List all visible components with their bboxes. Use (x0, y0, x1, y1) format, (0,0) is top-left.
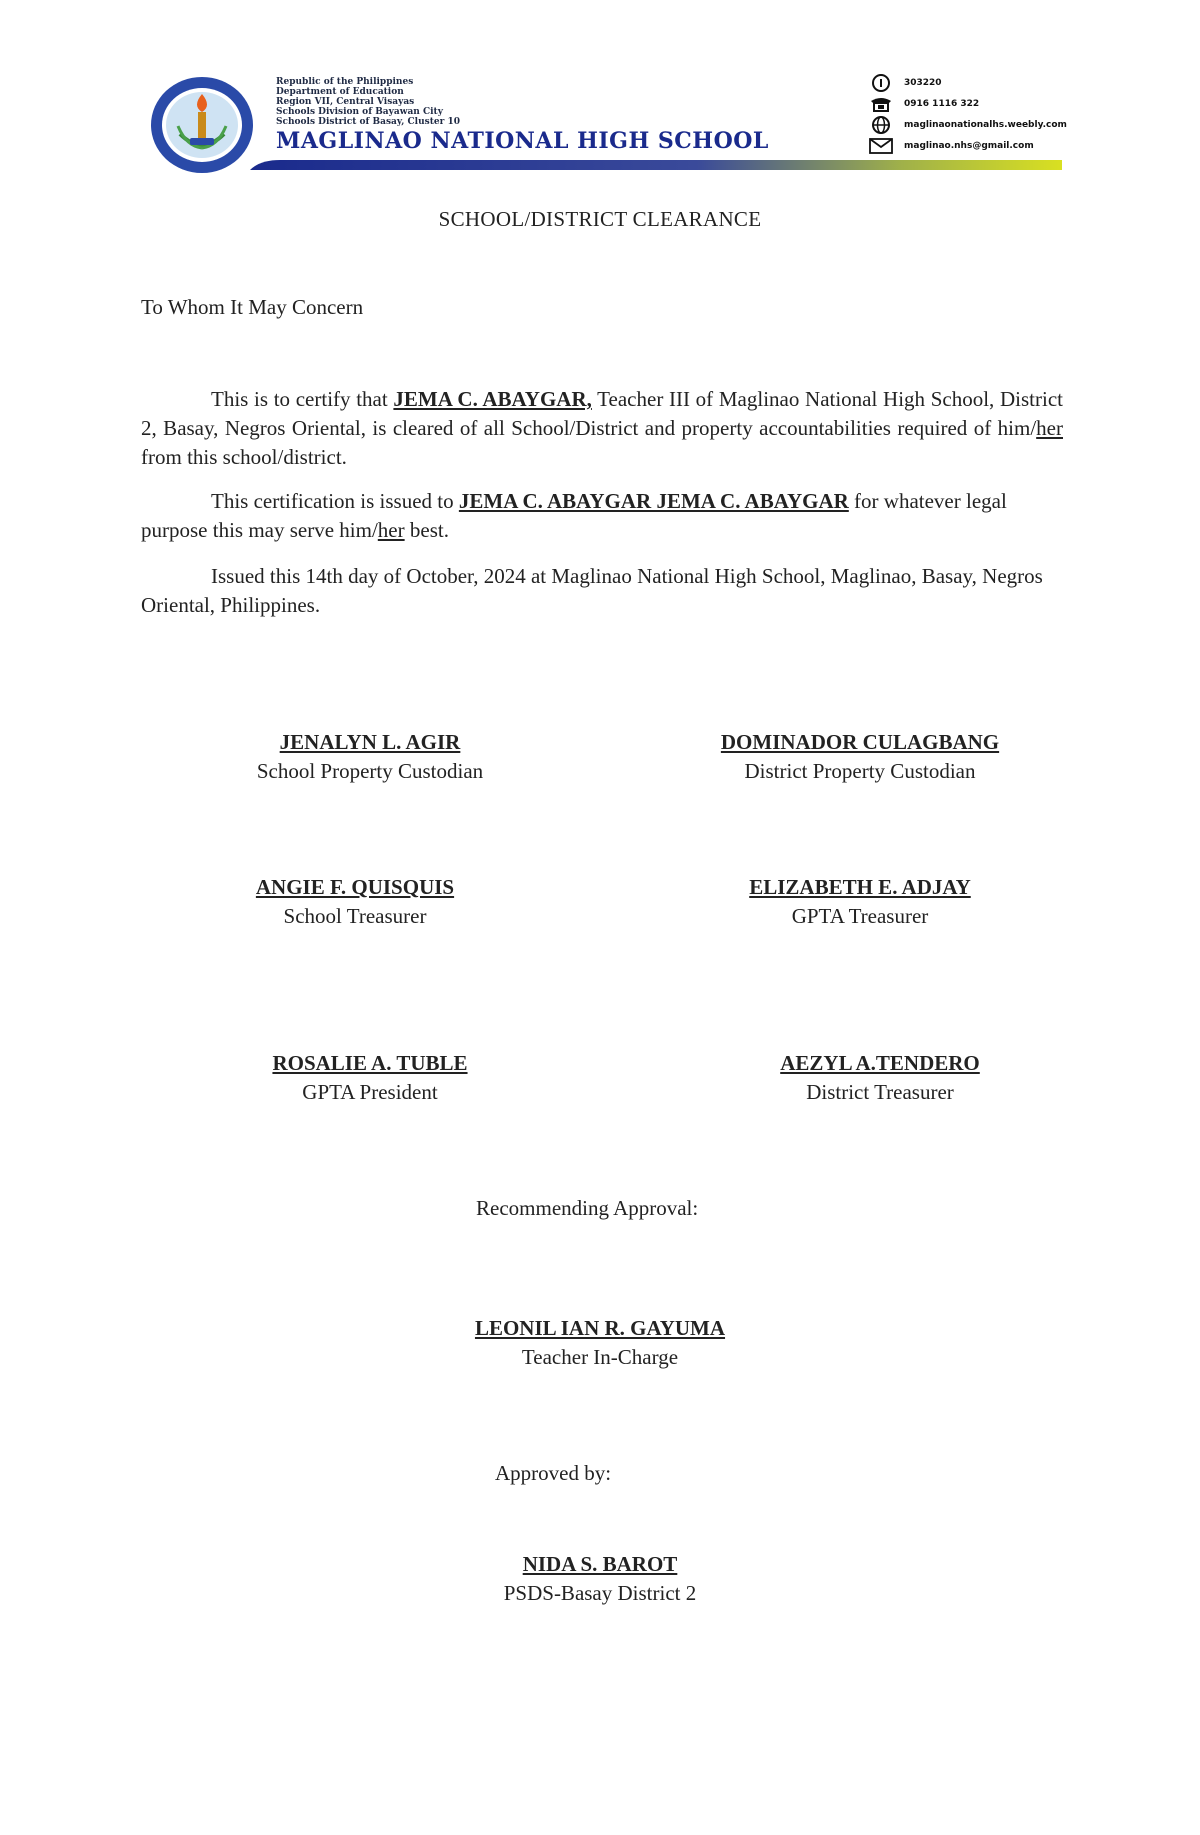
agency-line: Schools District of Basay, Cluster 10 (276, 117, 460, 127)
contact-row (868, 72, 1068, 93)
salutation: To Whom It May Concern (141, 295, 364, 319)
signatory-name: ANGIE F. QUISQUIS (255, 875, 455, 899)
signatory-role: GPTA President (302, 1080, 438, 1104)
id-icon (868, 74, 894, 92)
signatory-role: Teacher In-Charge (521, 1345, 679, 1369)
school-name: MAGLINAO NATIONAL HIGH SCHOOL (276, 128, 769, 154)
contact-list (868, 72, 1068, 156)
signature-block-district-property-custodian (690, 728, 1030, 786)
signatory-name: ROSALIE A. TUBLE (272, 1051, 468, 1075)
signatory-name: JENALYN L. AGIR (279, 730, 461, 754)
signatory-role: PSDS-Basay District 2 (503, 1581, 697, 1605)
signatory-role: District Property Custodian (744, 759, 976, 783)
recommending-approval-label: Recommending Approval: (476, 1196, 699, 1220)
approved-by-label: Approved by: (495, 1461, 612, 1485)
contact-row (868, 114, 1068, 135)
contact-row (868, 135, 1068, 156)
p2-lead: This certification is issued to (211, 489, 459, 513)
signature-block-district-treasurer (730, 1049, 1030, 1107)
p2-text: for whatever legal purpose this may serve him/ (141, 489, 1007, 542)
document-title: SCHOOL/DISTRICT CLEARANCE (438, 207, 762, 231)
signature-block-teacher-in-charge (430, 1314, 770, 1372)
signatory-role: District Treasurer (806, 1080, 954, 1104)
phone-text: 0916 1116 322 (904, 98, 980, 109)
agency-line: Republic of the Philippines (276, 77, 414, 87)
p2-her: her (377, 518, 405, 542)
signatory-role: GPTA Treasurer (791, 904, 929, 928)
purpose-paragraph (141, 487, 1063, 545)
p1-text-end: from this school/district. (141, 445, 347, 469)
signatory-name: AEZYL A.TENDERO (780, 1051, 980, 1075)
signature-block-school-treasurer (205, 873, 505, 931)
contact-row (868, 93, 1068, 114)
teacher-name: JEMA C. ABAYGAR, (393, 387, 592, 411)
globe-icon (868, 116, 894, 134)
issuance-paragraph (141, 562, 1063, 620)
signatory-name: NIDA S. BAROT (522, 1552, 678, 1576)
signature-block-gpta-treasurer (710, 873, 1010, 931)
agency-lines (276, 77, 460, 127)
signature-block-psds (450, 1550, 750, 1608)
certification-paragraph (141, 385, 1063, 472)
mail-icon (868, 137, 894, 155)
agency-line: Schools Division of Bayawan City (276, 107, 443, 117)
email-link[interactable]: maglinao.nhs@gmail.com (904, 140, 1034, 151)
signatory-role: School Property Custodian (256, 759, 484, 783)
signature-block-school-property-custodian (220, 728, 520, 786)
p2-text-end: best. (404, 518, 449, 542)
letterhead (150, 72, 1067, 178)
signatory-role: School Treasurer (283, 904, 427, 928)
p1-her: her (1036, 416, 1063, 440)
header-color-bar (250, 156, 1062, 170)
p1-lead: This is to certify that (211, 387, 394, 411)
p1-text: Teacher III of Maglinao National High School, District 2, Basay, Negros Oriental, is cleared of all School/District and property accountabilities required of him/ (141, 387, 1063, 440)
school-seal-logo (150, 76, 254, 174)
phone-icon (868, 95, 894, 113)
signatory-name: LEONIL IAN R. GAYUMA (474, 1316, 726, 1340)
signatory-name: DOMINADOR CULAGBANG (720, 730, 1000, 754)
issued-to-name: JEMA C. ABAYGAR JEMA C. ABAYGAR (458, 489, 849, 513)
p3-text: Issued this 14th day of October, 2024 at Maglinao National High School, Maglinao, Basay, Negros Oriental, Philippines. (141, 564, 1043, 617)
agency-line: Department of Education (276, 87, 404, 97)
school-id-text: 303220 (904, 77, 942, 88)
signature-block-gpta-president (220, 1049, 520, 1107)
signatory-name: ELIZABETH E. ADJAY (749, 875, 971, 899)
agency-line: Region VII, Central Visayas (276, 97, 415, 107)
website-link[interactable]: maglinaonationalhs.weebly.com (904, 119, 1067, 130)
